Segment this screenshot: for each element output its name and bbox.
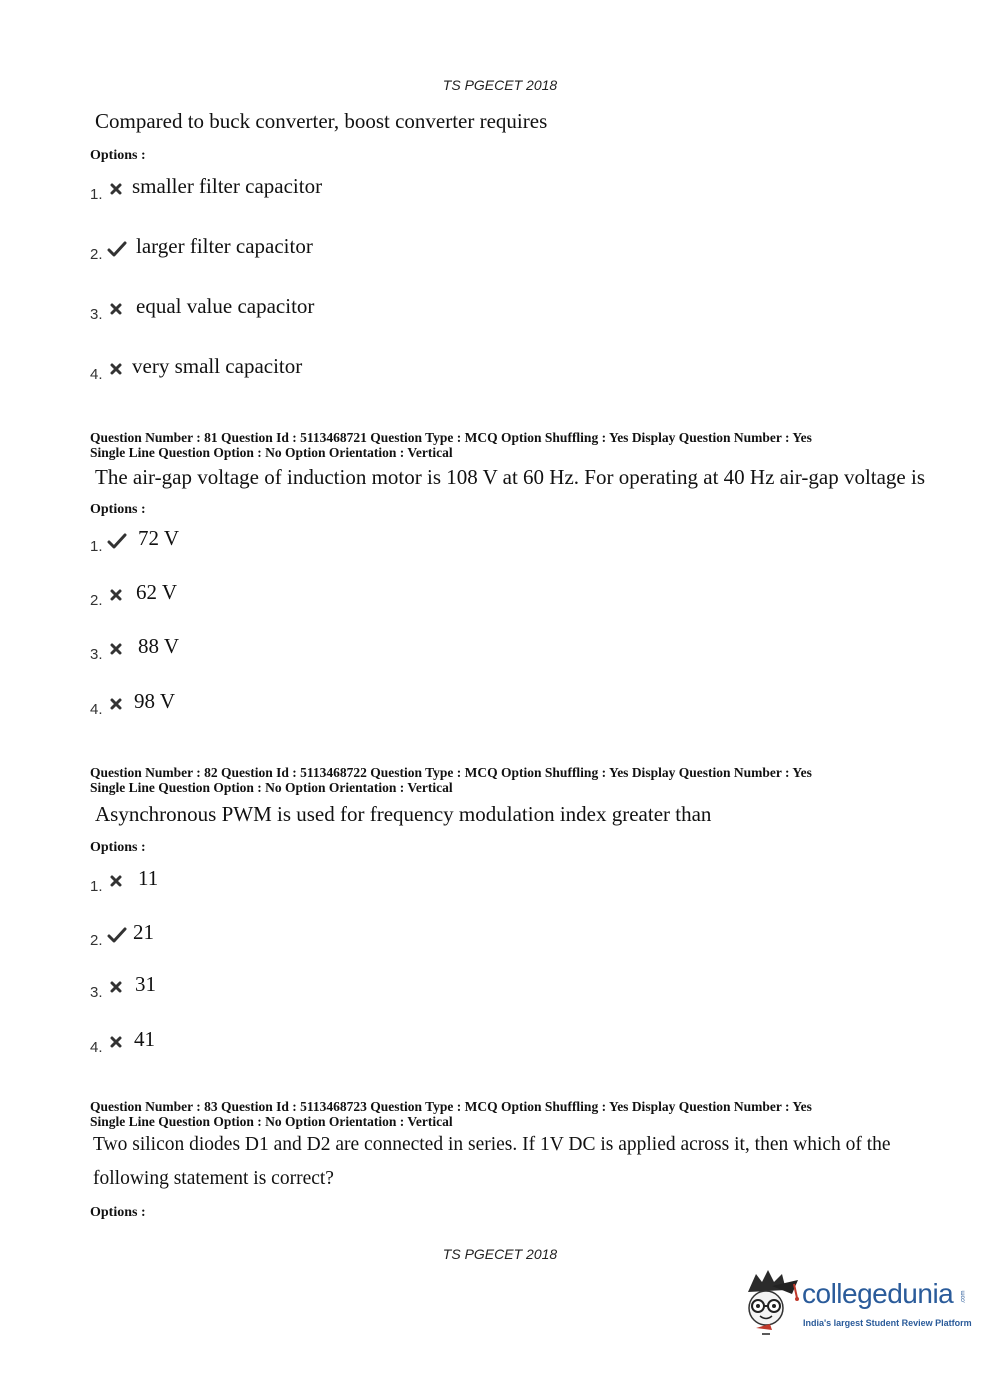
option-text: 88 V [138, 634, 180, 658]
question-meta-line: Single Line Question Option : No Option Orientation : Vertical [90, 1114, 453, 1129]
option-number: 2. [90, 246, 103, 263]
option-text: 11 [138, 866, 159, 890]
incorrect-cross-icon [107, 696, 127, 712]
option-number: 3. [90, 646, 103, 663]
page-header: TS PGECET 2018 [442, 77, 558, 93]
question-82-meta [90, 765, 812, 795]
incorrect-cross-icon [107, 641, 127, 657]
incorrect-cross-icon [107, 361, 127, 377]
logo-wordmark: collegedunia [802, 1278, 954, 1309]
option-text: very small capacitor [132, 354, 303, 378]
question-80-text: Compared to buck converter, boost converter requires [95, 109, 548, 133]
question-meta-line: Question Number : 81 Question Id : 5113468721 Question Type : MCQ Option Shuffling : Yes Display Question Number : Yes [90, 430, 812, 445]
option-number: 1. [90, 186, 103, 203]
incorrect-cross-icon [107, 1034, 127, 1050]
option-number: 2. [90, 932, 103, 949]
logo-tagline: India's largest Student Review Platform [803, 1318, 972, 1328]
question-meta-line: Question Number : 83 Question Id : 5113468723 Question Type : MCQ Option Shuffling : Yes Display Question Number : Yes [90, 1099, 812, 1114]
option-number: 2. [90, 592, 103, 609]
option-text: 72 V [138, 526, 180, 550]
incorrect-cross-icon [107, 181, 127, 197]
option-number: 1. [90, 878, 103, 895]
option-text: 98 V [134, 689, 176, 713]
question-83-meta [90, 1099, 812, 1129]
options-label: Options : [90, 502, 146, 517]
option-text: smaller filter capacitor [132, 174, 323, 198]
question-81-meta [90, 430, 812, 460]
option-text: 21 [133, 920, 154, 944]
option-number: 3. [90, 984, 103, 1001]
options-label: Options : [90, 148, 146, 163]
option-number: 3. [90, 306, 103, 323]
option-text: 41 [134, 1027, 155, 1051]
option-text: larger filter capacitor [136, 234, 313, 258]
incorrect-cross-icon [107, 979, 127, 995]
option-number: 1. [90, 538, 103, 555]
correct-tick-icon [107, 533, 127, 549]
correct-tick-icon [107, 241, 127, 257]
page-footer: TS PGECET 2018 [442, 1246, 558, 1262]
option-number: 4. [90, 366, 103, 383]
logo-suffix: .com [960, 1290, 967, 1304]
student-mascot-icon [742, 1268, 800, 1338]
question-meta-line: Question Number : 82 Question Id : 5113468722 Question Type : MCQ Option Shuffling : Yes Display Question Number : Yes [90, 765, 812, 780]
option-text: 62 V [136, 580, 178, 604]
question-82-text: Asynchronous PWM is used for frequency modulation index greater than [95, 802, 712, 826]
option-text: equal value capacitor [136, 294, 315, 318]
incorrect-cross-icon [107, 301, 127, 317]
question-83-text-line-1: Two silicon diodes D1 and D2 are connected in series. If 1V DC is applied across it, then which of the [93, 1134, 891, 1155]
question-meta-line: Single Line Question Option : No Option Orientation : Vertical [90, 445, 453, 460]
question-81-text: The air-gap voltage of induction motor is 108 V at 60 Hz. For operating at 40 Hz air-gap voltage is [95, 465, 926, 489]
option-number: 4. [90, 701, 103, 718]
option-number: 4. [90, 1039, 103, 1056]
incorrect-cross-icon [107, 587, 127, 603]
question-83-text-line-2: following statement is correct? [93, 1168, 334, 1189]
question-meta-line: Single Line Question Option : No Option Orientation : Vertical [90, 780, 453, 795]
options-label: Options : [90, 840, 146, 855]
option-text: 31 [135, 972, 156, 996]
incorrect-cross-icon [107, 873, 127, 889]
correct-tick-icon [107, 927, 127, 943]
options-label: Options : [90, 1205, 146, 1220]
collegedunia-logo [742, 1268, 972, 1338]
